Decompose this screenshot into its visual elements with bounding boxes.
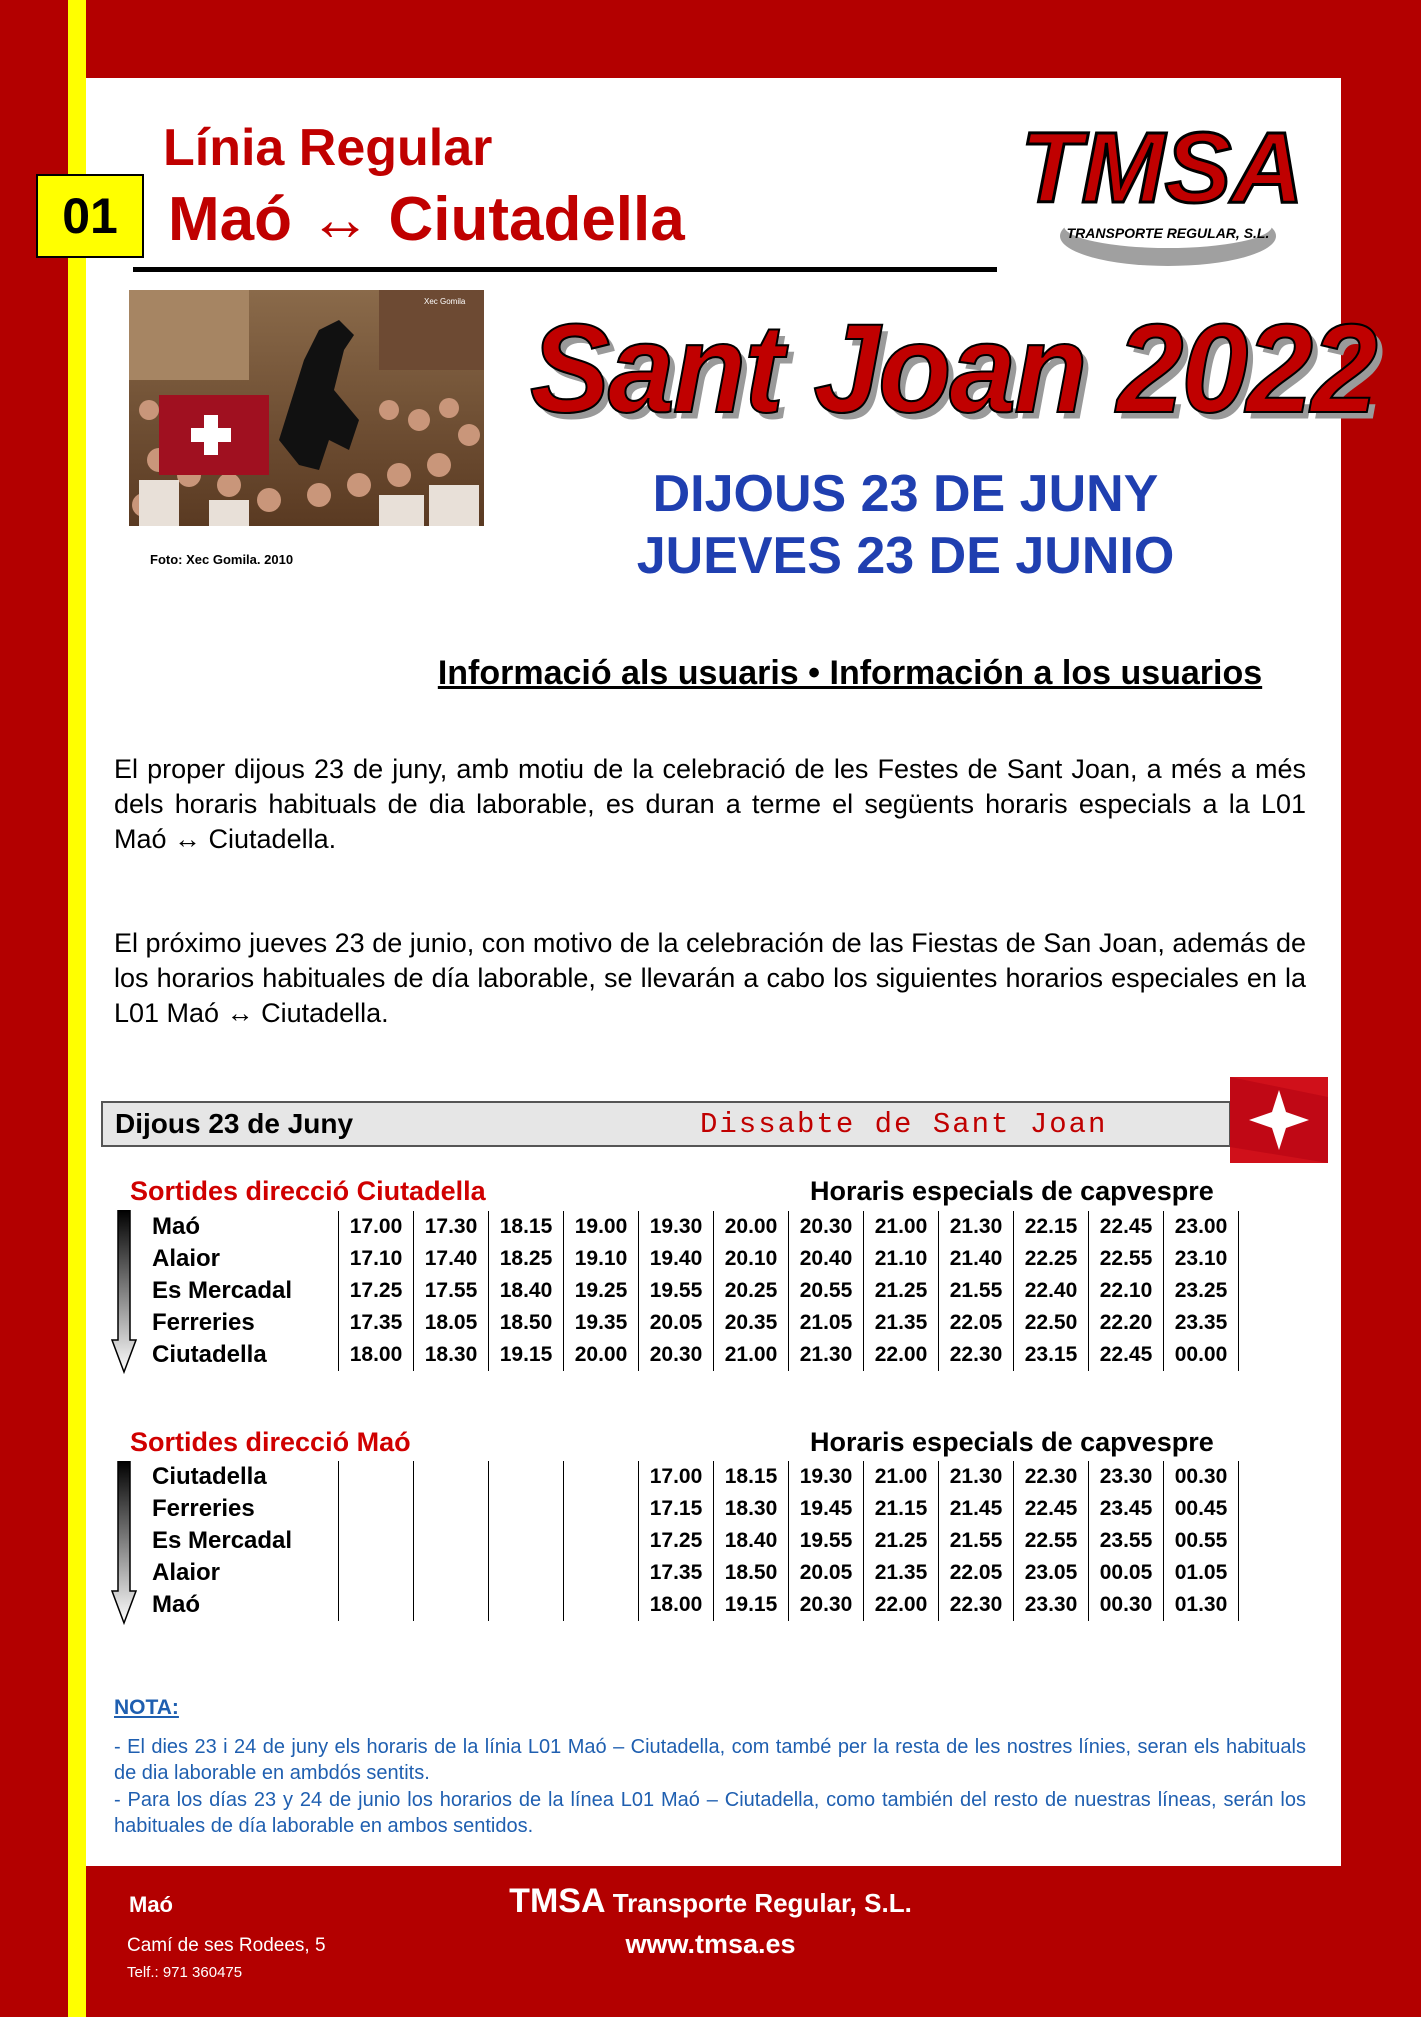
departure-time: 20.25 — [714, 1275, 789, 1307]
departure-time: 19.15 — [714, 1589, 789, 1621]
departure-time: 19.30 — [639, 1211, 714, 1243]
departure-time: 21.25 — [864, 1275, 939, 1307]
event-date-spanish: JUEVES 23 DE JUNIO — [636, 527, 1175, 585]
departure-time: 22.55 — [1089, 1243, 1164, 1275]
footer-city: Maó — [129, 1892, 173, 1917]
departure-time: 20.05 — [789, 1557, 864, 1589]
departure-time: 21.15 — [864, 1493, 939, 1525]
departure-time: 22.30 — [939, 1589, 1014, 1621]
departure-time: 22.40 — [1014, 1275, 1089, 1307]
departure-time: 21.55 — [939, 1525, 1014, 1557]
route-title: Maó ↔ Ciutadella — [168, 185, 685, 254]
stop-name: Es Mercadal — [152, 1277, 293, 1304]
departure-time: 23.25 — [1164, 1275, 1239, 1307]
departure-time: 22.30 — [939, 1339, 1014, 1371]
departure-time: 23.15 — [1014, 1339, 1089, 1371]
departure-time: 20.30 — [789, 1211, 864, 1243]
departure-time: 21.00 — [714, 1339, 789, 1371]
photo-corner-text: Xec Gomila — [424, 297, 466, 306]
departure-time — [339, 1557, 414, 1589]
departure-time — [414, 1557, 489, 1589]
departure-time: 18.15 — [714, 1461, 789, 1493]
departure-time: 22.45 — [1089, 1339, 1164, 1371]
departure-time: 21.30 — [939, 1211, 1014, 1243]
departure-time: 18.40 — [489, 1275, 564, 1307]
info-paragraph-catalan: El proper dijous 23 de juny, amb motiu de la celebració de les Festes de Sant Joan, a més a més dels horaris habituals de dia laborable, es duran a terme el següents horaris especials a la L01 Maó ↔ Ciutadella. — [114, 754, 1306, 854]
departure-time: 22.55 — [1014, 1525, 1089, 1557]
departure-time: 20.30 — [639, 1339, 714, 1371]
departure-time: 21.25 — [864, 1525, 939, 1557]
departure-time: 18.25 — [489, 1243, 564, 1275]
timetable-row — [148, 1557, 1239, 1589]
departure-time: 19.40 — [639, 1243, 714, 1275]
departure-time: 22.05 — [939, 1307, 1014, 1339]
departure-time: 23.05 — [1014, 1557, 1089, 1589]
departure-time: 22.30 — [1014, 1461, 1089, 1493]
stop-name: Es Mercadal — [152, 1527, 293, 1554]
timetable-to-ciutadella — [148, 1211, 1239, 1371]
departure-time — [489, 1461, 564, 1493]
timetable-row — [148, 1211, 1239, 1243]
stop-name: Alaior — [152, 1245, 221, 1272]
departure-time: 00.55 — [1164, 1525, 1239, 1557]
departure-time: 22.05 — [939, 1557, 1014, 1589]
departure-time: 20.30 — [789, 1589, 864, 1621]
departure-time: 17.10 — [339, 1243, 414, 1275]
departure-time — [414, 1493, 489, 1525]
timetable-row — [148, 1493, 1239, 1525]
departure-time — [564, 1525, 639, 1557]
departure-time: 01.30 — [1164, 1589, 1239, 1621]
departure-time — [564, 1493, 639, 1525]
departure-time: 21.55 — [939, 1275, 1014, 1307]
departure-time: 17.55 — [414, 1275, 489, 1307]
left-red-border — [0, 0, 68, 2017]
departure-time: 21.10 — [864, 1243, 939, 1275]
nota-item-catalan: - El dies 23 i 24 de juny els horaris de la línia L01 Maó – Ciutadella, com també per la resta de les nostres línies, seran els habituals de dia laborable en ambdós sentits. — [114, 1736, 1306, 1784]
departure-time — [339, 1589, 414, 1621]
departure-time: 20.00 — [714, 1211, 789, 1243]
departure-time: 21.00 — [864, 1211, 939, 1243]
departure-time: 17.00 — [639, 1461, 714, 1493]
departure-time: 18.40 — [714, 1525, 789, 1557]
departure-time — [489, 1557, 564, 1589]
logo-tagline: TRANSPORTE REGULAR, S.L. — [1066, 225, 1270, 241]
footer-address: Camí de ses Rodees, 5 — [127, 1935, 326, 1956]
departure-time — [489, 1589, 564, 1621]
departure-time: 17.25 — [339, 1275, 414, 1307]
departure-time: 20.10 — [714, 1243, 789, 1275]
departure-time: 23.45 — [1089, 1493, 1164, 1525]
departure-time: 17.40 — [414, 1243, 489, 1275]
departure-time: 17.00 — [339, 1211, 414, 1243]
timetable-row — [148, 1525, 1239, 1557]
section-label-to-ciutadella: Sortides direcció Ciutadella — [130, 1176, 486, 1206]
departure-time: 18.15 — [489, 1211, 564, 1243]
footer-phone: Telf.: 971 360475 — [127, 1964, 243, 1981]
title-divider — [133, 267, 997, 272]
departure-time: 18.30 — [714, 1493, 789, 1525]
timetable-row — [148, 1243, 1239, 1275]
departure-time: 19.10 — [564, 1243, 639, 1275]
departure-time: 22.50 — [1014, 1307, 1089, 1339]
departure-time: 00.45 — [1164, 1493, 1239, 1525]
day-note: Dissabte de Sant Joan — [700, 1108, 1108, 1141]
stop-name: Ciutadella — [152, 1341, 267, 1368]
departure-time: 21.00 — [864, 1461, 939, 1493]
departure-time: 21.05 — [789, 1307, 864, 1339]
departure-time: 19.15 — [489, 1339, 564, 1371]
timetable-row — [148, 1307, 1239, 1339]
departure-time — [339, 1461, 414, 1493]
departure-time: 19.25 — [564, 1275, 639, 1307]
nota-item-spanish: - Para los días 23 y 24 de junio los horarios de la línea L01 Maó – Ciutadella, como también del resto de nuestras líneas, serán los habituales de día laborable en ambos sentidos. — [114, 1789, 1306, 1837]
sant-joan-flag-icon — [1230, 1077, 1328, 1163]
departure-time: 21.30 — [789, 1339, 864, 1371]
departure-time: 17.35 — [339, 1307, 414, 1339]
departure-time: 19.45 — [789, 1493, 864, 1525]
departure-time: 18.00 — [339, 1339, 414, 1371]
departure-time: 21.45 — [939, 1493, 1014, 1525]
departure-time — [489, 1493, 564, 1525]
departure-time — [414, 1525, 489, 1557]
departure-time — [564, 1461, 639, 1493]
footer-company-brand: TMSA — [509, 1882, 606, 1920]
departure-time: 23.00 — [1164, 1211, 1239, 1243]
stop-name: Maó — [152, 1213, 200, 1240]
timetable-to-mao — [148, 1461, 1239, 1621]
departure-time: 01.05 — [1164, 1557, 1239, 1589]
departure-time: 20.55 — [789, 1275, 864, 1307]
departure-time: 17.15 — [639, 1493, 714, 1525]
departure-time: 00.05 — [1089, 1557, 1164, 1589]
timetable-row — [148, 1339, 1239, 1371]
departure-time — [339, 1493, 414, 1525]
departure-time: 21.40 — [939, 1243, 1014, 1275]
tmsa-logo — [1018, 98, 1306, 276]
direction-arrow-down-icon — [111, 1461, 137, 1625]
departure-time: 23.30 — [1014, 1589, 1089, 1621]
departure-time: 18.00 — [639, 1589, 714, 1621]
departure-time: 22.15 — [1014, 1211, 1089, 1243]
departure-time: 23.55 — [1089, 1525, 1164, 1557]
stop-name: Ferreries — [152, 1495, 255, 1522]
departure-time: 21.35 — [864, 1307, 939, 1339]
departure-time: 19.55 — [789, 1525, 864, 1557]
info-paragraph-spanish: El próximo jueves 23 de junio, con motivo de la celebración de las Fiestas de San Joan, además de los horarios habituales de día laborable, se llevarán a cabo los siguientes horarios especiales en la L01 Maó ↔ Ciutadella. — [114, 928, 1306, 1028]
event-title: Sant Joan 2022 — [530, 298, 1376, 440]
event-date-catalan: DIJOUS 23 DE JUNY — [652, 465, 1159, 523]
departure-time — [339, 1525, 414, 1557]
departure-time: 00.30 — [1089, 1589, 1164, 1621]
departure-time: 00.00 — [1164, 1339, 1239, 1371]
departure-time: 23.30 — [1089, 1461, 1164, 1493]
departure-time: 17.25 — [639, 1525, 714, 1557]
line-number-badge: 01 — [36, 174, 144, 258]
departure-time — [414, 1589, 489, 1621]
departure-time: 19.55 — [639, 1275, 714, 1307]
departure-time: 20.35 — [714, 1307, 789, 1339]
footer-company-rest: Transporte Regular, S.L. — [605, 1888, 912, 1918]
departure-time: 22.45 — [1014, 1493, 1089, 1525]
timetable-row — [148, 1275, 1239, 1307]
departure-time: 00.30 — [1164, 1461, 1239, 1493]
departure-time: 19.00 — [564, 1211, 639, 1243]
departure-time: 19.30 — [789, 1461, 864, 1493]
footer-company — [0, 1882, 1421, 1921]
departure-time: 22.10 — [1089, 1275, 1164, 1307]
departure-time: 22.00 — [864, 1589, 939, 1621]
logo-brand: TMSA — [1020, 112, 1304, 224]
footer-website-link[interactable]: www.tmsa.es — [625, 1929, 796, 1959]
departure-time: 20.05 — [639, 1307, 714, 1339]
departure-time: 21.35 — [864, 1557, 939, 1589]
departure-time: 22.45 — [1089, 1211, 1164, 1243]
departure-time: 23.10 — [1164, 1243, 1239, 1275]
stop-name: Ciutadella — [152, 1463, 267, 1490]
departure-time: 17.30 — [414, 1211, 489, 1243]
day-label: Dijous 23 de Juny — [115, 1108, 354, 1139]
timetable-row — [148, 1589, 1239, 1621]
departure-time: 23.35 — [1164, 1307, 1239, 1339]
departure-time: 22.00 — [864, 1339, 939, 1371]
nota-title: NOTA: — [114, 1696, 179, 1719]
stop-name: Alaior — [152, 1559, 221, 1586]
departure-time: 18.50 — [714, 1557, 789, 1589]
departure-time — [414, 1461, 489, 1493]
departure-time: 20.00 — [564, 1339, 639, 1371]
departure-time: 21.30 — [939, 1461, 1014, 1493]
line-title: Línia Regular — [163, 119, 493, 177]
info-heading: Informació als usuaris • Información a los usuarios — [437, 654, 1263, 692]
departure-time: 22.25 — [1014, 1243, 1089, 1275]
departure-time: 19.35 — [564, 1307, 639, 1339]
departure-time: 18.50 — [489, 1307, 564, 1339]
departure-time: 18.05 — [414, 1307, 489, 1339]
yellow-strip — [68, 0, 86, 2017]
departure-time — [489, 1525, 564, 1557]
departure-time: 20.40 — [789, 1243, 864, 1275]
departure-time: 17.35 — [639, 1557, 714, 1589]
departure-time: 22.20 — [1089, 1307, 1164, 1339]
timetable-row — [148, 1461, 1239, 1493]
departure-time — [564, 1589, 639, 1621]
departure-time — [564, 1557, 639, 1589]
departure-time: 18.30 — [414, 1339, 489, 1371]
section-note-to-ciutadella: Horaris especials de capvespre — [810, 1176, 1214, 1206]
direction-arrow-down-icon — [111, 1210, 137, 1374]
photo-credit: Foto: Xec Gomila. 2010 — [150, 552, 294, 567]
stop-name: Ferreries — [152, 1309, 255, 1336]
section-label-to-mao: Sortides direcció Maó — [130, 1427, 411, 1457]
stop-name: Maó — [152, 1591, 200, 1618]
section-note-to-mao: Horaris especials de capvespre — [810, 1427, 1214, 1457]
